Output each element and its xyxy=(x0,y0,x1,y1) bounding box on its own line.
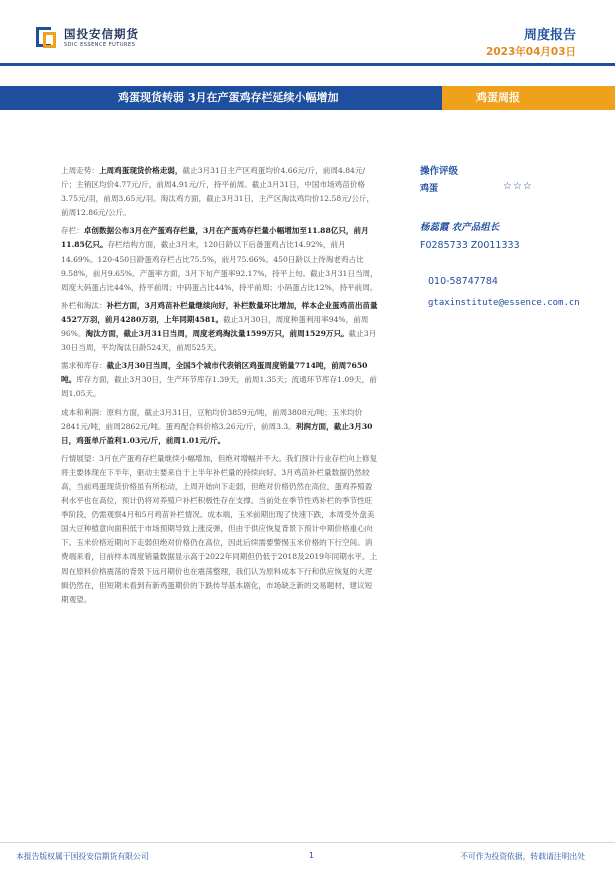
category-label: 鸡蛋周报 xyxy=(476,91,520,104)
footer-copyright: 本报告版权属于国投安信期货有限公司 xyxy=(16,852,149,861)
p4-lead: 需求和库存： xyxy=(61,361,107,371)
paragraph-cost-profit xyxy=(61,406,379,448)
p4-rest: 库存方面，截止3月30日，生产环节库存1.39天，前周1.35天；流通环节库存1.09天，前周1.05天。 xyxy=(61,375,377,399)
p3-bold1: 补栏方面，3月鸡苗补栏量继续向好，补栏数量环比增加，样本企业蛋鸡苗出苗量4527万羽，前月4280万羽，上年同期4581。 xyxy=(61,300,378,324)
rating-stars-icon: ☆☆☆ xyxy=(503,181,533,192)
p6-rest: 3月在产蛋鸡存栏量继续小幅增加，但绝对增幅并不大。我们预计行业存栏向上修复将主要体现在下半年，驱动主要来自于上半年补栏量的持续向好。3月鸡苗补栏量数据仍然较高，当前鸡蛋现货价格虽有所松动，上周开始向下走弱，但绝对价格仍然在高位，蛋鸡养殖盈利水平也在高位，预计仍将对养殖户补栏积极性存在支撑。当前处在季节性鸡补栏的季节性旺季阶段，仍需观察4月和5月鸡苗补栏情况。成本端，玉米前期出现了快速下跌，本周受外盘美国大豆种植意向面积低于市场预期导致上涨反弹，但由于供应恢复背景下预计中期价格重心向下。玉米价格近期向下走弱但绝对价格仍在高位，因此后续需要警惕玉米价格的下行空间。消费端来看，目前样本周度销量数据显示高于2022年同期但仍低于2018及2019年同期水平。上周在原料价格震荡的背景下远月期价也在震荡整理，我们认为原料成本下行和供应恢复的大逻辑仍然在，但短期未看到有新鸡蛋期价的下跌传导基本剧化，市场缺乏新的交易题材，建议短期观望。 xyxy=(61,453,378,604)
p5-rest: 原料方面，截止3月31日，豆粕均价3859元/吨，前周3808元/吨；玉米均价2841元/吨，前周2862元/吨。蛋鸡配合料价格3.26元/斤，前周3.3。 xyxy=(61,407,363,431)
rating-product: 鸡蛋 xyxy=(420,184,439,194)
p2-rest: 存栏结构方面，截止3月末，120日龄以下后备蛋鸡占比14.92%，前月14.69%。120-450日龄蛋鸡存栏占比75.5%，前月75.66%。450日龄以上待淘老鸡占比9.58%，前月9.65%。产蛋率方面，3月下旬产蛋率92.17%，持平上旬。截止3月31日当周，周度大码蛋占比44%，持平前周；中码蛋占比44%，持平前周；小码蛋占比12%，持平前周。 xyxy=(61,240,378,292)
p2-lead: 存栏： xyxy=(61,226,84,236)
p6-lead: 行情展望： xyxy=(61,453,99,463)
logo-icon xyxy=(36,27,58,51)
rating-row xyxy=(420,181,533,201)
p3-bold2: 淘汰方面，截止3月31日当周，周度老鸡淘汰量1599万只，前周1529万只。 xyxy=(85,329,349,339)
p2-bold: 卓创数据公布3月在产蛋鸡存栏量，3月在产蛋鸡存栏量小幅增加至11.88亿只，前月11.85亿只。 xyxy=(61,226,369,250)
paragraph-demand-stock xyxy=(61,359,379,401)
report-body xyxy=(61,164,379,607)
p1-lead: 上周走势： xyxy=(61,166,99,175)
paragraph-restock-cull xyxy=(61,299,379,355)
rating-heading: 操作评级 xyxy=(420,166,459,177)
analyst-name: 杨蕊霞 农产品组长 xyxy=(420,222,500,233)
footer-disclaimer: 不可作为投资依据，转载请注明出处 xyxy=(460,852,585,861)
paragraph-inventory xyxy=(61,224,379,294)
page-number: 1 xyxy=(309,851,314,860)
logo-name-cn: 国投安信期货 xyxy=(64,27,139,41)
footer-divider xyxy=(0,842,615,843)
report-title: 鸡蛋现货转弱 3月在产蛋鸡存栏延续小幅增加 xyxy=(118,91,339,104)
p1-bold: 上周鸡蛋现货价格走弱， xyxy=(98,166,183,175)
logo-name-en: SDIC ESSENCE FUTURES xyxy=(64,42,136,48)
report-date: 2023年04月03日 xyxy=(486,46,576,58)
p4-bold: 截止3月30日当周，全国5个城市代表销区鸡蛋周度销量7714吨，前周7650吨。 xyxy=(61,361,368,385)
company-logo xyxy=(36,27,139,51)
paragraph-outlook xyxy=(61,452,379,607)
sidebar xyxy=(420,163,580,308)
header-divider xyxy=(0,63,615,66)
p3-rest: 截止3月30日当周，平均淘汰日龄524天，前周525天。 xyxy=(61,329,377,353)
paragraph-last-week xyxy=(61,164,379,220)
p5-lead: 成本和利润： xyxy=(61,407,107,417)
p5-bold: 利润方面，截止3月30日，鸡蛋单斤盈利1.03元/斤，前周1.01元/斤。 xyxy=(61,421,373,445)
p3-mid: 截止3月30日，周度种蛋利用率94%，前周96%。 xyxy=(61,314,369,339)
p1-rest: 截止3月31日主产区鸡蛋均价4.66元/斤，前周4.84元/斤；主销区均价4.77元/斤，前周4.91元/斤，持平前周。截止3月31日，中国市场鸡苗价格3.75元/羽，前周3.65元/羽。淘汰鸡方面，截止3月31日，主产区淘汰鸡均价12.58元/公斤，前周12.86元/公斤。 xyxy=(61,166,375,218)
contact-phone: 010-58747784 xyxy=(428,276,498,287)
analyst-cert: F0285733 Z0011333 xyxy=(420,240,520,251)
contact-email[interactable]: gtaxinstitute@essence.com.cn xyxy=(428,298,580,308)
p3-lead: 补栏和淘汰： xyxy=(61,300,107,310)
category-banner xyxy=(442,86,615,110)
report-type: 周度报告 xyxy=(523,28,576,43)
title-banner xyxy=(0,86,442,110)
